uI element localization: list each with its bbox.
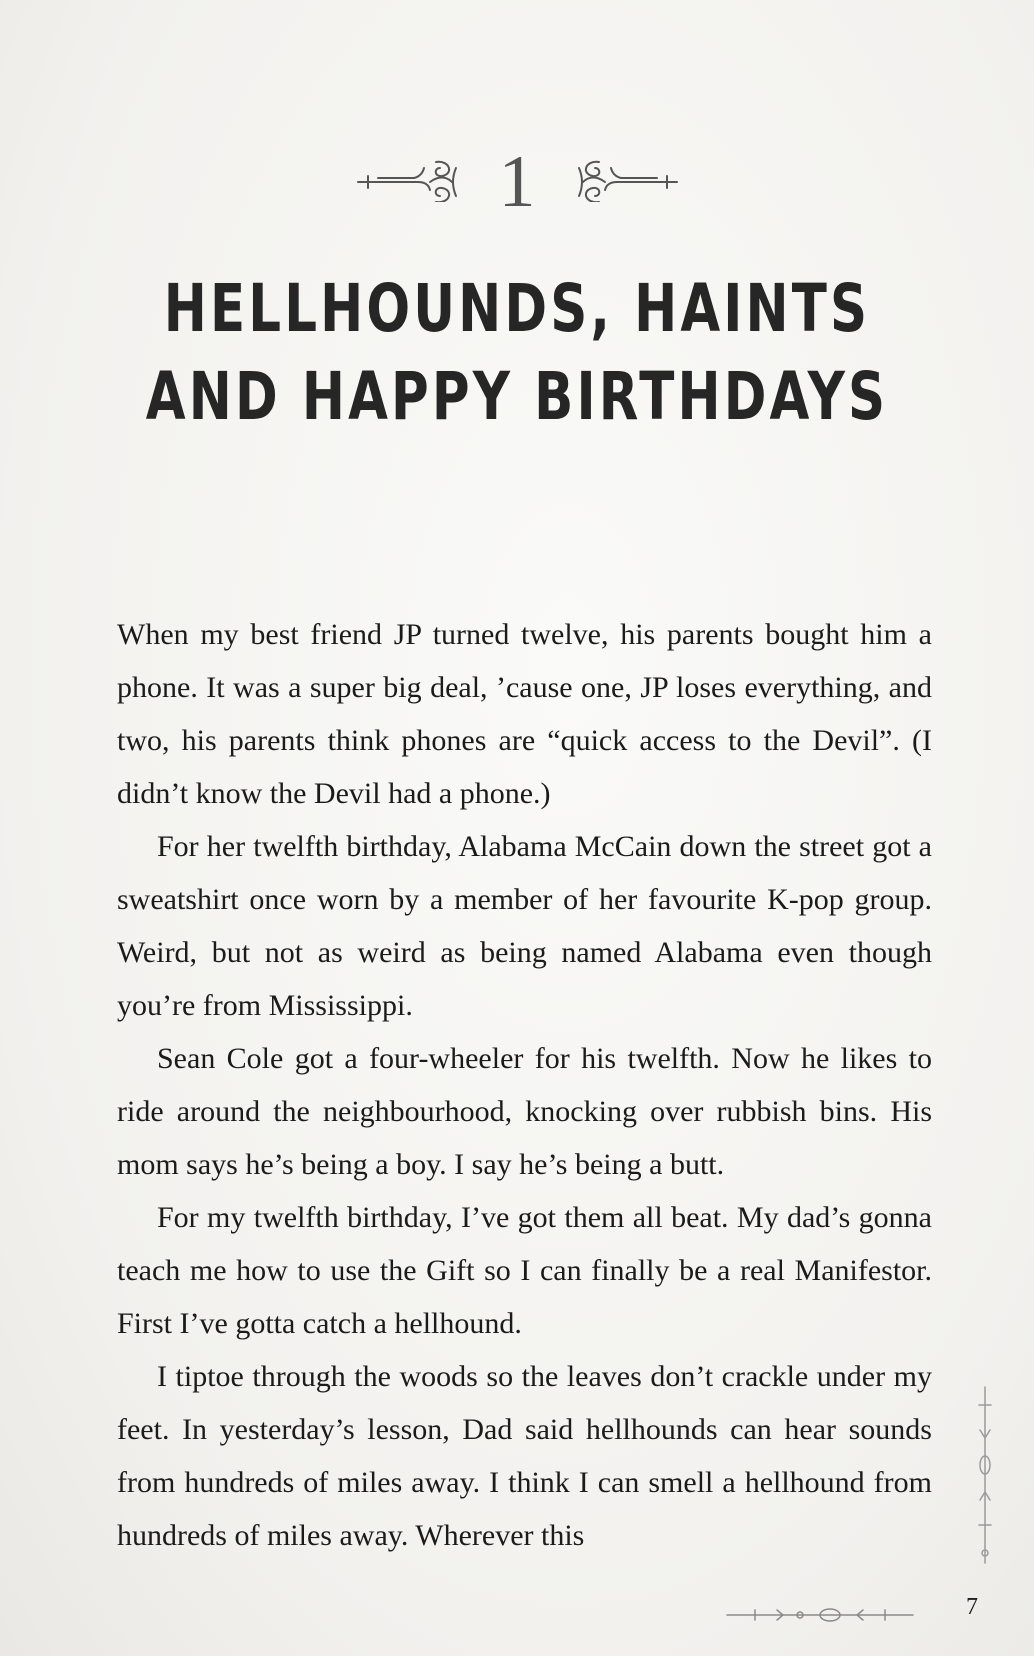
chapter-heading-ornament xyxy=(0,141,1034,225)
chapter-title xyxy=(114,265,921,441)
paragraph: For her twelfth birthday, Alabama McCain down the street got a sweatshirt once worn by a member of her favourite K-pop group. Weird, but not as weird as being named Alabama even though you’re from Mississippi. xyxy=(117,830,932,1022)
right-flourish-icon xyxy=(564,158,679,207)
chapter-number: 1 xyxy=(498,141,536,223)
edge-ornament-icon xyxy=(970,1385,1000,1565)
page-number: 7 xyxy=(966,1594,978,1620)
chapter-body xyxy=(117,608,932,1562)
paragraph: Sean Cole got a four-wheeler for his twelfth. Now he likes to ride around the neighbourhood, knocking over rubbish bins. His mom says he’s being a boy. I say he’s being a butt. xyxy=(117,1042,932,1181)
paragraph: When my best friend JP turned twelve, his parents bought him a phone. It was a super big deal, ’cause one, JP loses everything, and two, his parents think phones are “quick access to the Devil”. (I didn’t know the Devil had a phone.) xyxy=(117,618,932,810)
chapter-title-line-1: HELLHOUNDS, HAINTS xyxy=(163,270,871,347)
paragraph: I tiptoe through the woods so the leaves don’t crackle under my feet. In yesterday’s lesson, Dad said hellhounds can hear sounds from hundreds of miles away. I think I can smell a hellhound from hundreds of miles away. Wherever this xyxy=(117,1360,932,1552)
paragraph: For my twelfth birthday, I’ve got them all beat. My dad’s gonna teach me how to use the Gift so I can finally be a real Manifestor. First I’ve gotta catch a hellhound. xyxy=(117,1201,932,1340)
chapter-title-line-2: AND HAPPY BIRTHDAYS xyxy=(145,358,889,435)
left-flourish-icon xyxy=(356,158,471,207)
footer-ornament-icon xyxy=(725,1605,915,1625)
